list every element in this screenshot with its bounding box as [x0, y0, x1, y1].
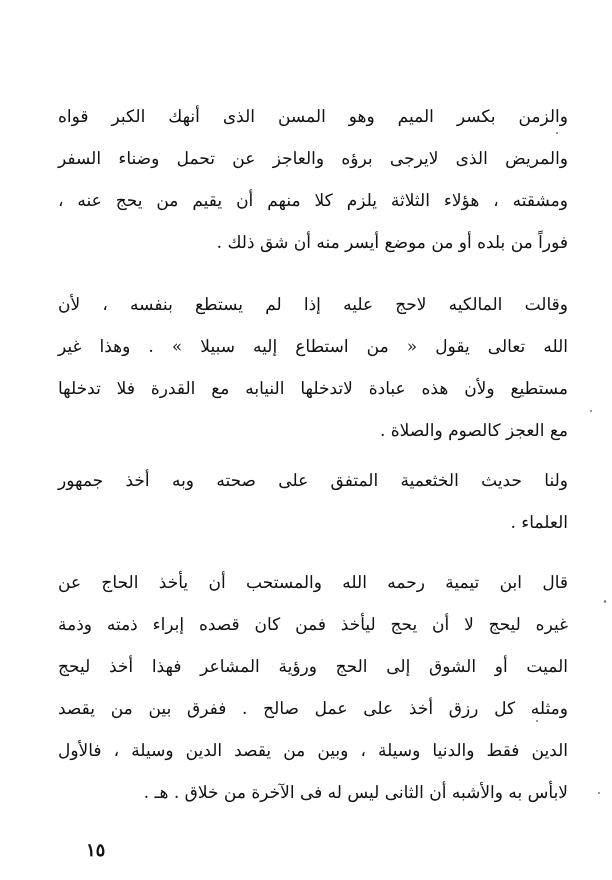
text-line: مع العجز كالصوم والصلاة .: [379, 421, 568, 441]
text-line: ولنا حديث الخثعمية المتفق على صحته وبه أخذ جمهور: [58, 471, 568, 491]
scan-speck: [598, 792, 600, 794]
text-line: والزمن بكسر الميم وهو المسن الذى أنهك الكبر قواه: [58, 107, 568, 127]
paragraph-2: [58, 284, 568, 452]
paragraph-1: [58, 96, 568, 264]
scan-speck: [556, 132, 558, 134]
paragraph-4: [58, 562, 568, 814]
page-number: ١٥: [86, 840, 106, 861]
text-line: غيره ليحج لا أن يحج ليأخذ فمن كان قصده إبراء ذمته وذمة: [58, 615, 568, 635]
paragraph-3: [58, 460, 568, 544]
scan-speck: [604, 600, 606, 603]
scan-speck: [536, 720, 538, 722]
text-line: الله تعالى يقول « من استطاع إليه سبيلا » . وهذا غير: [58, 337, 568, 357]
text-line: الميت أو الشوق إلى الحج ورؤية المشاعر فهذا أخذ ليحج: [58, 657, 568, 677]
text-line: والمريض الذى لايرجى برؤه والعاجز عن تحمل وضناء السفر: [58, 149, 568, 169]
text-line: قال ابن تيمية رحمه الله والمستحب أن يأخذ الحاج عن: [58, 573, 568, 593]
text-line: ومثله كل رزق أخذ على عمل صالح . ففرق بين من يقصد: [58, 699, 568, 719]
text-line: الدين فقط والدنيا وسيلة ، وبين من يقصد الدين وسيلة ، فالأول: [58, 741, 568, 761]
text-line: وقالت المالكيه لاحج عليه إذا لم يستطع بنفسه ، لأن: [58, 295, 568, 315]
scan-speck: [590, 410, 592, 412]
text-line: العلماء .: [510, 513, 568, 533]
text-line: ومشقته ، هؤلاء الثلاثة يلزم كلا منهم أن يقيم من يحج عنه ،: [58, 191, 568, 211]
text-line: مستطيع ولأن هذه عبادة لاتدخلها النيابه مع القدرة فلا تدخلها: [58, 379, 568, 399]
text-line: لابأس به والأشبه أن الثانى ليس له فى الآخرة من خلاق . هـ .: [143, 783, 568, 803]
text-line: فوراً من بلده أو من موضع أيسر منه أن شق ذلك .: [216, 233, 568, 253]
